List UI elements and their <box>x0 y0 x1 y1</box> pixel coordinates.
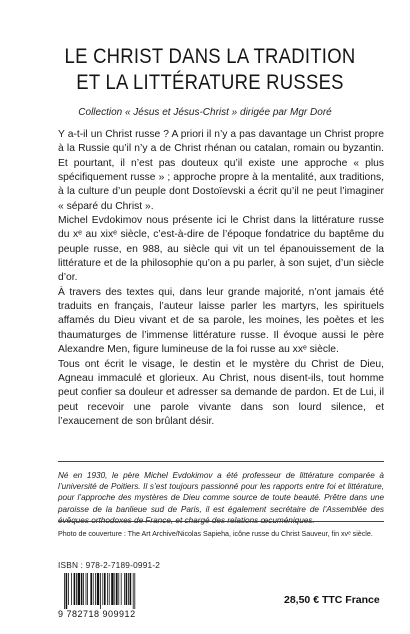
barcode-bar <box>128 573 129 605</box>
barcode-bar <box>102 573 103 605</box>
barcode <box>58 573 168 619</box>
blurb-paragraph: Y a-t-il un Christ russe ? A priori il n’y a pas davantage un Christ propre à la Russie qu’il n’y a de Christ rhénan ou catalan, romain ou byzantin. Et pourtant, il n’est pas douteux qu’il existe une approche « plus spécifiquement russe » ; approche propre à la mentalité, aux traditions, à la culture d’un peuple dont Dostoïevski a écrit qu’il ne peut l’imaginer « séparé du Christ ». <box>58 129 384 212</box>
blurb-paragraph: À travers des textes qui, dans leur grande majorité, n’ont jamais été traduits en français, l’auteur laisse parler les martyrs, les spirituels affamés du Dieu vivant et de sa parole, les moines, les poètes et les thaumaturges de l’immense littérature russe. Il évoque aussi le père Alexandre Men, figure lumineuse de la foi russe au xxᵉ siècle. <box>58 286 384 356</box>
book-title-line-2: ET LA LITTÉRATURE RUSSES <box>76 71 344 94</box>
barcode-bar <box>95 573 96 605</box>
barcode-bar <box>90 573 92 605</box>
barcode-number: 9 782718 909912 <box>58 609 136 619</box>
barcode-bar <box>118 573 119 605</box>
barcode-bar <box>124 573 125 605</box>
barcode-bar <box>104 573 106 605</box>
isbn-label: ISBN : 978-2-7189-0991-2 <box>58 560 161 570</box>
book-title <box>60 44 359 96</box>
divider-bottom <box>58 521 384 522</box>
barcode-bar <box>107 573 108 605</box>
barcode-bar <box>134 573 135 609</box>
barcode-bar <box>111 573 113 605</box>
barcode-bar <box>116 573 118 605</box>
price-label: 28,50 € TTC France <box>284 594 380 606</box>
barcode-bar <box>97 573 99 605</box>
barcode-bars-icon <box>58 573 168 609</box>
barcode-bar <box>93 573 94 605</box>
barcode-bar <box>81 573 83 605</box>
barcode-bar <box>78 573 80 605</box>
barcode-bar <box>87 573 88 605</box>
barcode-bar <box>100 573 101 609</box>
barcode-bar <box>68 573 69 605</box>
barcode-bar <box>133 573 134 609</box>
barcode-bar <box>76 573 77 605</box>
blurb-paragraph: Michel Evdokimov nous présente ici le Christ dans la littérature russe du xᵉ au xixᵉ siècle, c’est-à-dire de l’époque fondatrice du baptême du peuple russe, en 988, au siècle qui vit un tel épanouissement de la littérature et de la philosophie qu’on a pu parler, à son sujet, d’un siècle d’or. <box>58 215 384 284</box>
barcode-bar <box>126 573 128 605</box>
author-bio <box>58 470 384 526</box>
barcode-bar <box>121 573 122 605</box>
blurb-text <box>58 128 384 429</box>
barcode-bar <box>83 573 84 605</box>
cover-photo-credit: Photo de couverture : The Art Archive/Nicolas Sapieha, icône russe du Christ Sauveur, fin xvᵉ siècle. <box>58 530 373 538</box>
divider-top <box>58 461 384 462</box>
author-bio-text: Né en 1930, le père Michel Evdokimov a été professeur de littérature comparée à l’université de Poitiers. Il s’est toujours passionné pour les rapports entre foi et littérature, pour l’approche des mystères de Dieu comme source de toute beauté. Prêtre dans une paroisse de la banlieue sud de Paris, il est également secrétaire de l’Assemblée des évêques orthodoxes de France, et chargé des relations œcuméniques. <box>58 471 384 525</box>
barcode-bar <box>71 573 72 605</box>
blurb-paragraph: Tous ont écrit le visage, le destin et le mystère du Christ de Dieu, Agneau immaculé et glorieux. Au Christ, nous disent-ils, tout homme peut confier sa douleur et adresser sa demande de pardon. Et de Lui, il peut recevoir une parole vivante dans son lourd silence, et l’exaucement de son brûlant désir. <box>58 358 384 427</box>
barcode-bar <box>64 573 65 609</box>
barcode-bar <box>74 573 76 605</box>
barcode-bar <box>114 573 115 605</box>
barcode-bar <box>130 573 132 605</box>
barcode-bar <box>66 573 68 609</box>
barcode-bar <box>86 573 87 605</box>
barcode-bar <box>109 573 110 605</box>
collection-subtitle: Collection « Jésus et Jésus-Christ » dirigée par Mgr Doré <box>78 107 332 118</box>
book-title-line-1: LE CHRIST DANS LA TRADITION <box>64 45 356 68</box>
